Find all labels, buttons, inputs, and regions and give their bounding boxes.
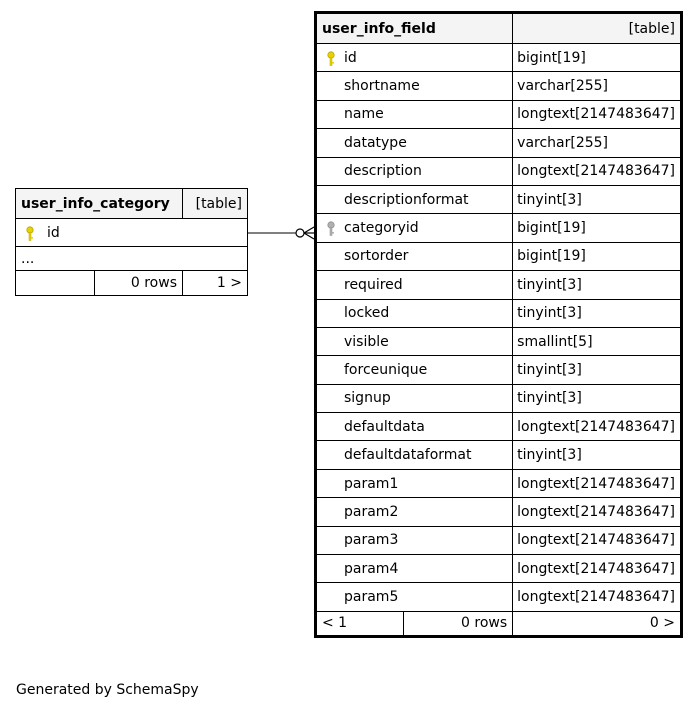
column-name-cell[interactable]: [316, 185, 513, 213]
many-crowfoot-top: [304, 227, 314, 233]
column-type: longtext[2147483647]: [513, 413, 682, 441]
table-footer: [16, 271, 248, 296]
column-type: longtext[2147483647]: [513, 157, 682, 185]
generated-by-label: Generated by SchemaSpy: [16, 682, 199, 698]
column-name: locked: [344, 305, 390, 322]
table-row[interactable]: [316, 441, 682, 469]
table-name[interactable]: [316, 13, 513, 44]
table-row[interactable]: [316, 356, 682, 384]
table-row[interactable]: [316, 157, 682, 185]
column-type: tinyint[3]: [513, 185, 682, 213]
column-name: signup: [344, 390, 391, 407]
table-name-text: user_info_field: [322, 20, 436, 37]
column-name-cell[interactable]: [316, 242, 513, 270]
column-name-cell[interactable]: [316, 356, 513, 384]
table-row[interactable]: [316, 271, 682, 299]
column-name: categoryid: [344, 220, 419, 237]
column-name: description: [344, 163, 422, 180]
column-type: tinyint[3]: [513, 356, 682, 384]
foreign-key-icon: [326, 221, 338, 237]
column-type: bigint[19]: [513, 242, 682, 270]
column-name: param4: [344, 560, 399, 577]
column-name-cell[interactable]: [316, 555, 513, 583]
table-header: [316, 13, 682, 44]
more-columns-row: [16, 247, 248, 271]
table-row[interactable]: [316, 327, 682, 355]
table-row[interactable]: [316, 242, 682, 270]
table-row[interactable]: [316, 413, 682, 441]
column-name: datatype: [344, 134, 407, 151]
table-name[interactable]: user_info_category: [16, 189, 183, 219]
column-type: tinyint[3]: [513, 271, 682, 299]
column-name: id: [47, 224, 60, 241]
column-name: visible: [344, 333, 389, 350]
table-header: [16, 189, 248, 219]
column-type: tinyint[3]: [513, 441, 682, 469]
category-table[interactable]: [15, 188, 248, 296]
column-name: descriptionformat: [344, 191, 469, 208]
column-type: longtext[2147483647]: [513, 526, 682, 554]
column-type: varchar[255]: [513, 129, 682, 157]
footer-rows: 0 rows: [95, 271, 183, 296]
column-name-cell[interactable]: [316, 413, 513, 441]
table-row[interactable]: [316, 129, 682, 157]
table-row[interactable]: [16, 219, 248, 247]
column-name-cell[interactable]: [316, 271, 513, 299]
column-name-cell[interactable]: [16, 219, 248, 247]
column-name-cell[interactable]: [316, 327, 513, 355]
column-name-cell[interactable]: [316, 44, 513, 72]
table-row[interactable]: [316, 498, 682, 526]
field-table[interactable]: [314, 11, 683, 638]
column-name: param5: [344, 589, 399, 606]
table-row[interactable]: [316, 72, 682, 100]
footer-next[interactable]: 1 >: [183, 271, 248, 296]
column-name: defaultdata: [344, 418, 425, 435]
column-name: param3: [344, 532, 399, 549]
table-row[interactable]: [316, 100, 682, 128]
column-name: defaultdataformat: [344, 447, 472, 464]
column-name-cell[interactable]: [316, 583, 513, 611]
column-name-cell[interactable]: [316, 72, 513, 100]
column-type: tinyint[3]: [513, 299, 682, 327]
column-type: longtext[2147483647]: [513, 100, 682, 128]
column-name: param1: [344, 475, 399, 492]
column-type: longtext[2147483647]: [513, 583, 682, 611]
column-type: varchar[255]: [513, 72, 682, 100]
column-type: longtext[2147483647]: [513, 555, 682, 583]
column-name: param2: [344, 503, 399, 520]
table-footer: [316, 611, 682, 636]
column-name-cell[interactable]: [316, 526, 513, 554]
table-row[interactable]: [316, 44, 682, 72]
footer-prev[interactable]: [16, 271, 95, 296]
table-row[interactable]: [316, 214, 682, 242]
more-columns: ...: [16, 247, 248, 271]
column-name-cell[interactable]: [316, 157, 513, 185]
column-type: longtext[2147483647]: [513, 469, 682, 497]
table-row[interactable]: [316, 555, 682, 583]
column-name: required: [344, 276, 403, 293]
footer-rows: 0 rows: [404, 611, 513, 636]
table-kind: [table]: [513, 13, 682, 44]
column-name-cell[interactable]: [316, 498, 513, 526]
column-name-cell[interactable]: [316, 469, 513, 497]
table-row[interactable]: [316, 384, 682, 412]
column-name: name: [344, 106, 384, 123]
table-row[interactable]: [316, 299, 682, 327]
column-name-cell[interactable]: [316, 441, 513, 469]
table-kind: [table]: [183, 189, 248, 219]
primary-key-icon: [326, 51, 338, 67]
column-type: smallint[5]: [513, 327, 682, 355]
primary-key-icon: [25, 226, 37, 242]
column-name: sortorder: [344, 248, 409, 265]
column-type: tinyint[3]: [513, 384, 682, 412]
table-row[interactable]: [316, 583, 682, 611]
column-name: forceunique: [344, 361, 428, 378]
table-row[interactable]: [316, 526, 682, 554]
footer-prev[interactable]: < 1: [316, 611, 404, 636]
many-crowfoot-bottom: [304, 233, 314, 239]
table-row[interactable]: [316, 469, 682, 497]
column-type: longtext[2147483647]: [513, 498, 682, 526]
footer-next[interactable]: 0 >: [513, 611, 682, 636]
column-name-cell[interactable]: [316, 299, 513, 327]
zero-cardinality-circle: [296, 229, 304, 237]
column-name-cell[interactable]: [316, 214, 513, 242]
column-name: shortname: [344, 78, 420, 95]
column-name: id: [344, 49, 357, 66]
column-type: bigint[19]: [513, 44, 682, 72]
column-name-cell[interactable]: [316, 384, 513, 412]
table-row[interactable]: [316, 185, 682, 213]
column-name-cell[interactable]: [316, 100, 513, 128]
column-name-cell[interactable]: [316, 129, 513, 157]
column-type: bigint[19]: [513, 214, 682, 242]
